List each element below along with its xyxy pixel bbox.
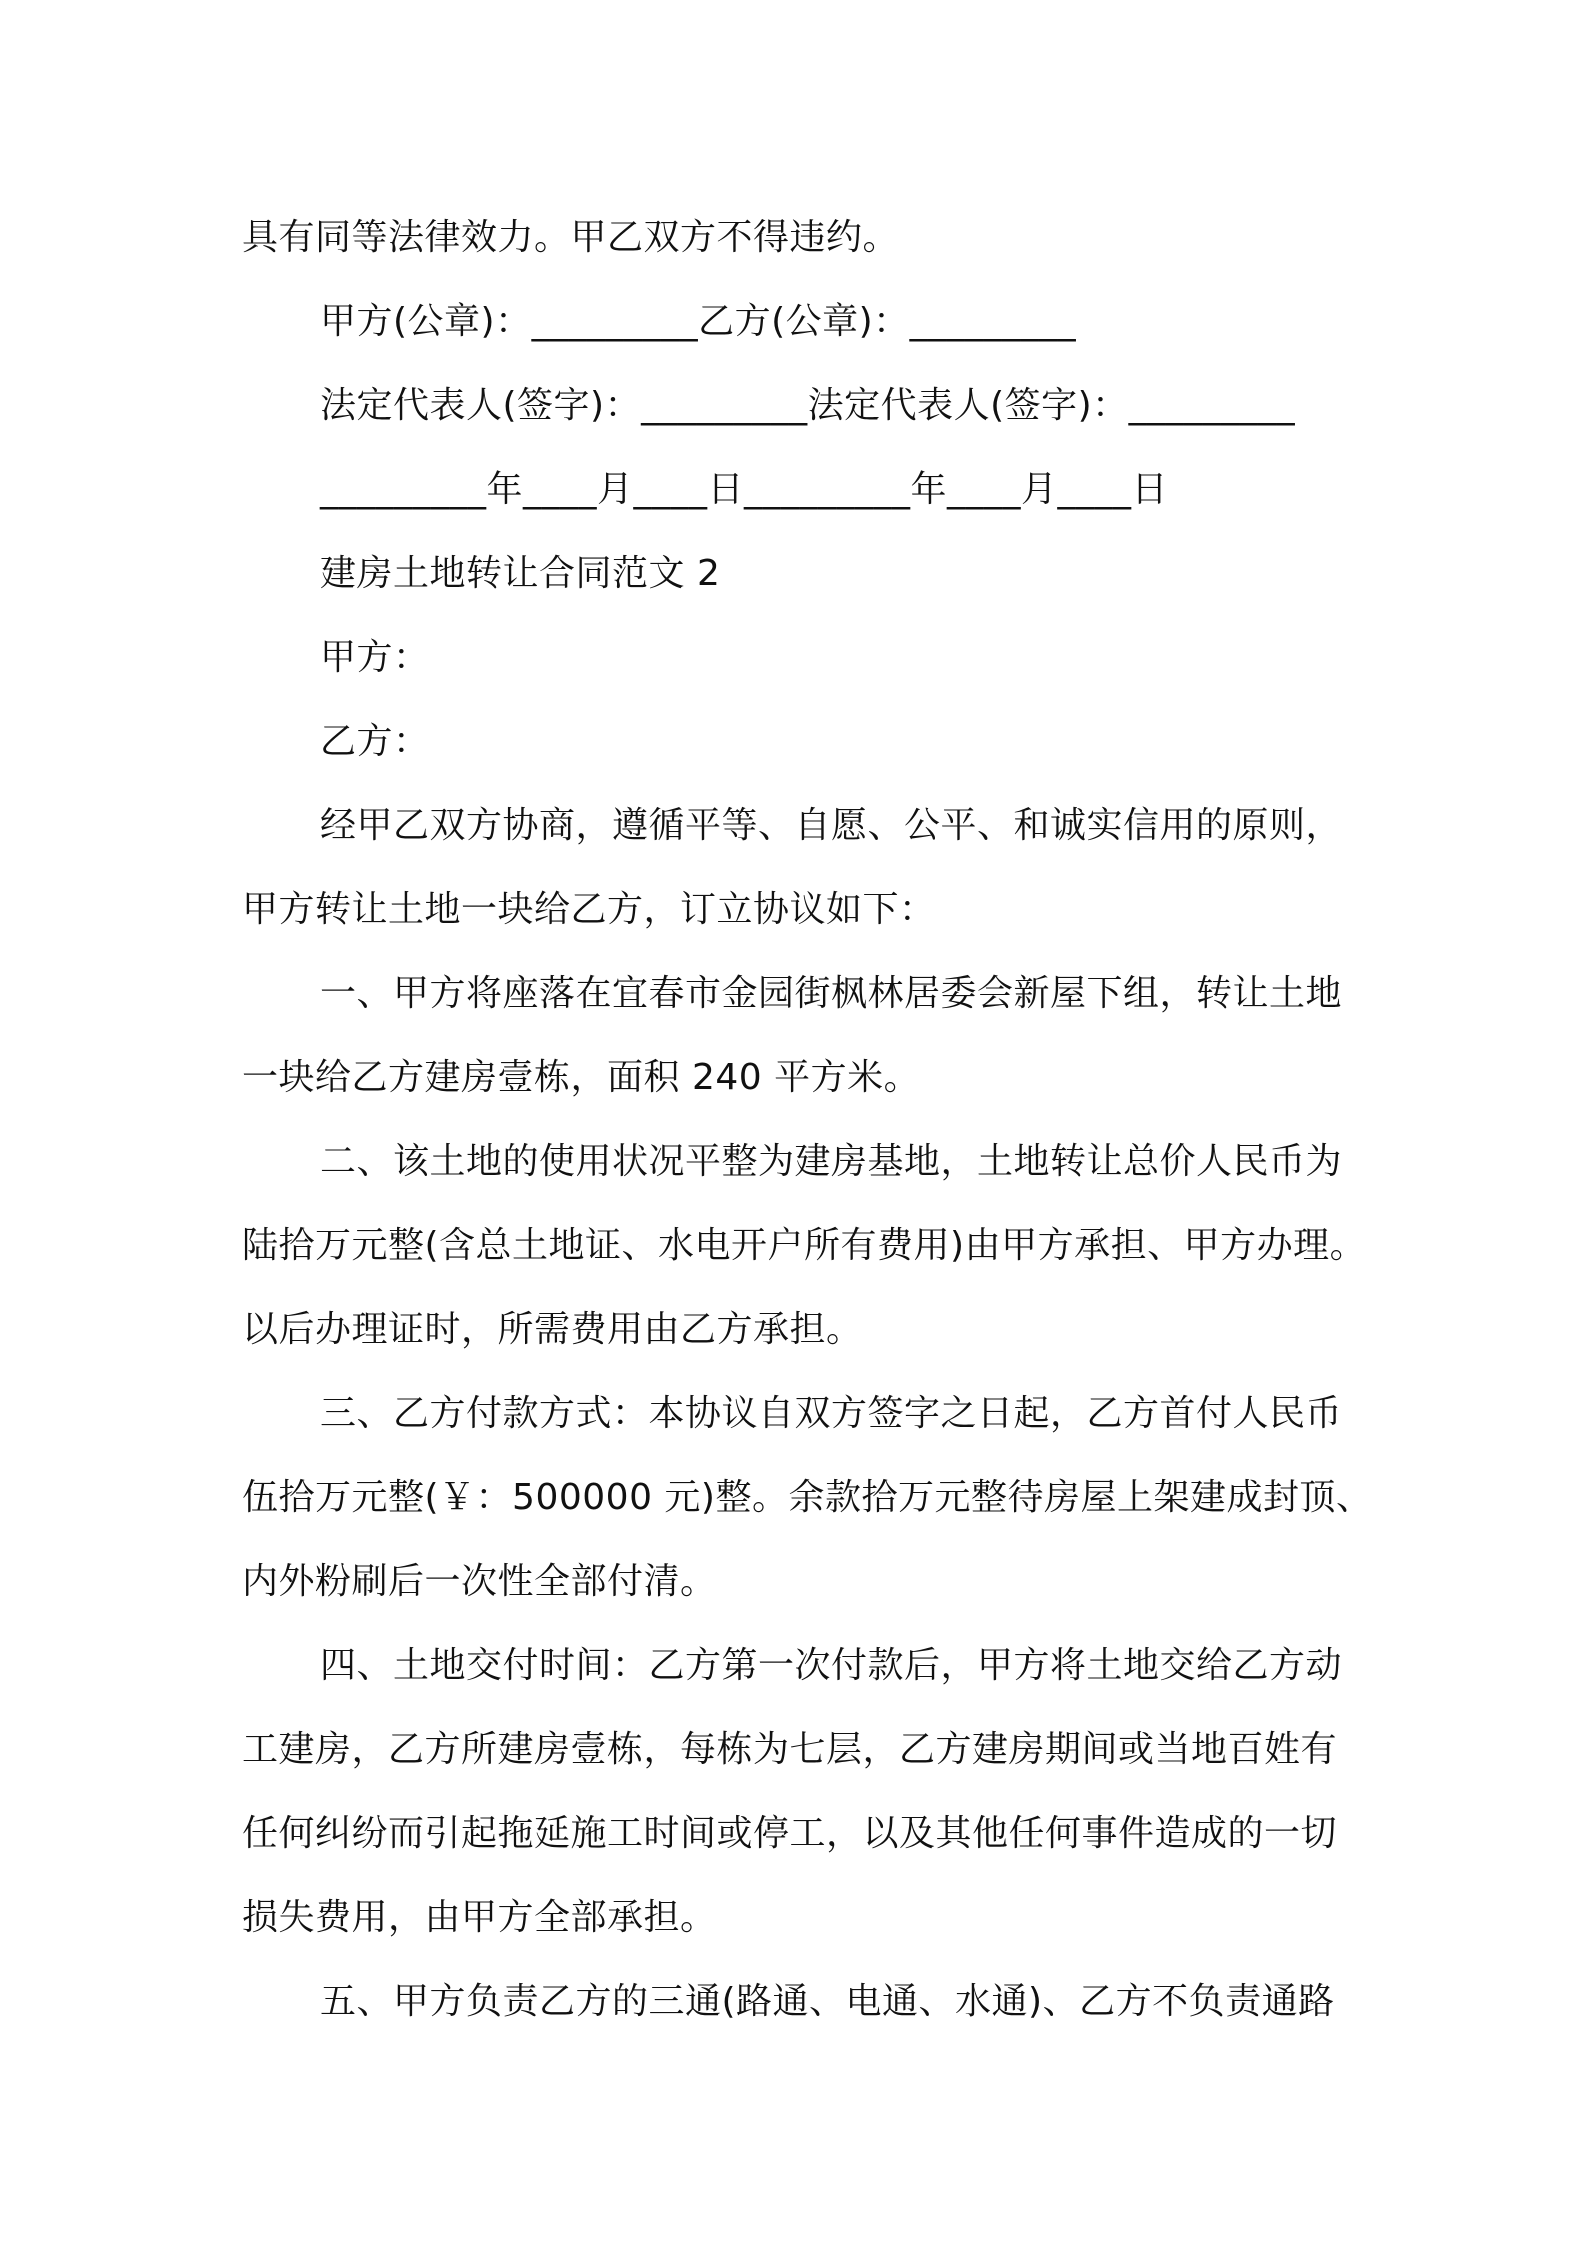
party-b-label: 乙方： bbox=[320, 721, 430, 762]
clause-2-line-2: 陆拾万元整(含总土地证、水电开户所有费用)由甲方承担、甲方办理。 bbox=[242, 1225, 1367, 1266]
clause-3-line-2: 伍拾万元整(￥：500000 元)整。余款拾万元整待房屋上架建成封顶、 bbox=[242, 1477, 1373, 1518]
clause-3-line-1: 三、乙方付款方式：本协议自双方签字之日起，乙方首付人民币 bbox=[320, 1393, 1343, 1434]
clause-2-line-1: 二、该土地的使用状况平整为建房基地，土地转让总价人民币为 bbox=[320, 1141, 1343, 1182]
clause-2-line-3: 以后办理证时，所需费用由乙方承担。 bbox=[242, 1309, 863, 1350]
clause-4-line-4: 损失费用，由甲方全部承担。 bbox=[242, 1897, 717, 1938]
clause-4-line-1: 四、土地交付时间：乙方第一次付款后，甲方将土地交给乙方动 bbox=[320, 1645, 1343, 1686]
signature-seal-line: 甲方(公章)：_________乙方(公章)：_________ bbox=[320, 301, 1077, 342]
text-line-1: 具有同等法律效力。甲乙双方不得违约。 bbox=[242, 217, 900, 258]
document-body bbox=[242, 196, 1373, 2044]
party-a-label: 甲方： bbox=[320, 637, 430, 678]
clause-1-line-1: 一、甲方将座落在宜春市金园街枫林居委会新屋下组，转让土地 bbox=[320, 973, 1343, 1014]
clause-3-line-3: 内外粉刷后一次性全部付清。 bbox=[242, 1561, 717, 1602]
clause-4-line-3: 任何纠纷而引起拖延施工时间或停工，以及其他任何事件造成的一切 bbox=[242, 1813, 1338, 1854]
signature-representative-line: 法定代表人(签字)：_________法定代表人(签字)：_________ bbox=[320, 385, 1296, 426]
preamble-line-2: 甲方转让土地一块给乙方，订立协议如下： bbox=[242, 889, 936, 930]
clause-1-line-2: 一块给乙方建房壹栋，面积 240 平方米。 bbox=[242, 1057, 921, 1098]
signature-date-line: _________年____月____日_________年____月____日 bbox=[320, 469, 1168, 510]
section-title: 建房土地转让合同范文 2 bbox=[320, 553, 721, 594]
preamble-line-1: 经甲乙双方协商，遵循平等、自愿、公平、和诚实信用的原则， bbox=[320, 805, 1343, 846]
clause-5-line-1: 五、甲方负责乙方的三通(路通、电通、水通)、乙方不负责通路 bbox=[320, 1981, 1335, 2022]
clause-4-line-2: 工建房，乙方所建房壹栋，每栋为七层，乙方建房期间或当地百姓有 bbox=[242, 1729, 1338, 1770]
